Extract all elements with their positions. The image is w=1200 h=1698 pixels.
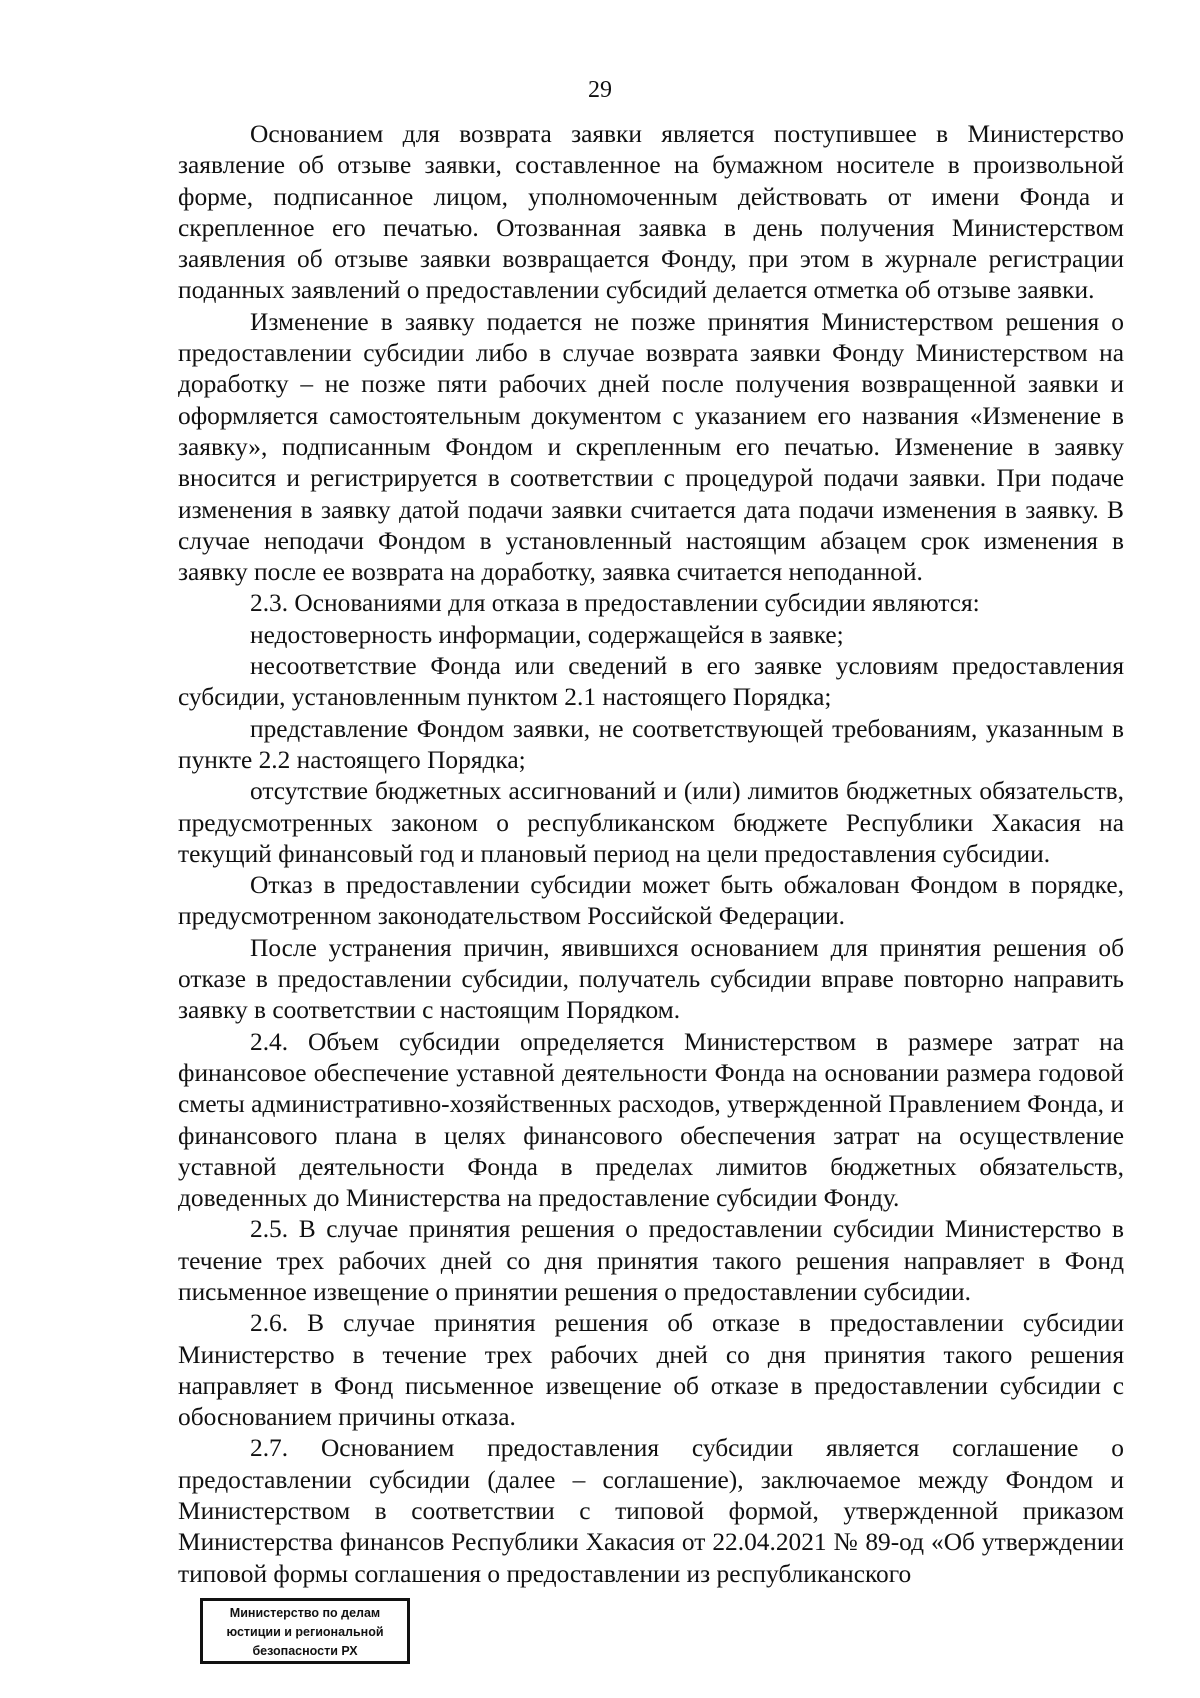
document-body xyxy=(178,119,1124,1590)
page-number: 29 xyxy=(588,77,612,103)
paragraph-refusal-unreliable-info: недостоверность информации, содержащейся в заявке; xyxy=(250,620,844,649)
paragraph-2-7-agreement: 2.7. Основанием предоставления субсидии является соглашение о предоставлении субсидии (далее – соглашение), заключаемое между Фондом и Министерством в соответствии с типовой формой, утвержденной приказом Министерства финансов Республики Хакасия от 22.04.2021 № 89-од «Об утверждении типовой формы соглашения о предоставлении из республиканского xyxy=(178,1434,1124,1588)
registration-stamp xyxy=(200,1598,410,1664)
paragraph-resubmission: После устранения причин, явившихся основанием для принятия решения об отказе в предоставлении субсидии, получатель субсидии вправе повторно направить заявку в соответствии с настоящим Порядком. xyxy=(178,933,1124,1025)
paragraph-refusal-noncompliance: несоответствие Фонда или сведений в его заявке условиям предоставления субсидии, установленным пунктом 2.1 настоящего Порядка; xyxy=(178,652,1124,712)
paragraph-appeal: Отказ в предоставлении субсидии может быть обжалован Фондом в порядке, предусмотренном законодательством Российской Федерации. xyxy=(178,871,1124,931)
paragraph-refusal-no-budget: отсутствие бюджетных ассигнований и (или) лимитов бюджетных обязательств, предусмотренных законом о республиканском бюджете Республики Хакасия на текущий финансовый год и плановый период на цели предоставления субсидии. xyxy=(178,777,1124,868)
paragraph-application-change: Изменение в заявку подается не позже принятия Министерством решения о предоставлении субсидии либо в случае возврата заявки Фонду Министерством на доработку – не позже пяти рабочих дней после получения возвращенной заявки и оформляется самостоятельным документом с указанием его названия «Изменение в заявку», подписанным Фондом и скрепленным его печатью. Изменение в заявку вносится и регистрируется в соответствии с процедурой подачи заявки. При подаче изменения в заявку датой подачи заявки считается дата подачи изменения в заявку. В случае неподачи Фондом в установленный настоящим абзацем срок изменения в заявку после ее возврата на доработку, заявка считается неподанной. xyxy=(178,307,1124,587)
paragraph-2-5-notice: 2.5. В случае принятия решения о предоставлении субсидии Министерство в течение трех рабочих дней со дня принятия такого решения направляет в Фонд письменное извещение о принятии решения о предоставлении субсидии. xyxy=(178,1215,1124,1306)
paragraph-2-4-amount: 2.4. Объем субсидии определяется Министерством в размере затрат на финансовое обеспечение уставной деятельности Фонда на основании размера годовой сметы административно-хозяйственных расходов, утвержденной Правлением Фонда, и финансового плана в целях финансового обеспечения затрат на осуществление уставной деятельности Фонда в пределах лимитов бюджетных обязательств, доведенных до Министерства на предоставление субсидии Фонду. xyxy=(178,1027,1124,1213)
stamp-line: безопасности РХ xyxy=(252,1644,358,1658)
paragraph-return-basis: Основанием для возврата заявки является поступившее в Министерство заявление об отзыве заявки, составленное на бумажном носителе в произвольной форме, подписанное лицом, уполномоченным действовать от имени Фонда и скрепленное его печатью. Отозванная заявка в день получения Министерством заявления об отзыве заявки возвращается Фонду, при этом в журнале регистрации поданных заявлений о предоставлении субсидий делается отметка об отзыве заявки. xyxy=(178,120,1124,305)
stamp-line: Министерство по делам xyxy=(229,1606,381,1620)
paragraph-2-3-heading: 2.3. Основаниями для отказа в предоставлении субсидии являются: xyxy=(250,589,980,618)
stamp-line: юстиции и региональной xyxy=(226,1625,384,1639)
paragraph-2-6-refusal-notice: 2.6. В случае принятия решения об отказе в предоставлении субсидии Министерство в течение трех рабочих дней со дня принятия такого решения направляет в Фонд письменное извещение об отказе в предоставлении субсидии с обоснованием причины отказа. xyxy=(178,1309,1124,1432)
paragraph-refusal-requirements: представление Фондом заявки, не соответствующей требованиям, указанным в пункте 2.2 настоящего Порядка; xyxy=(178,714,1124,774)
